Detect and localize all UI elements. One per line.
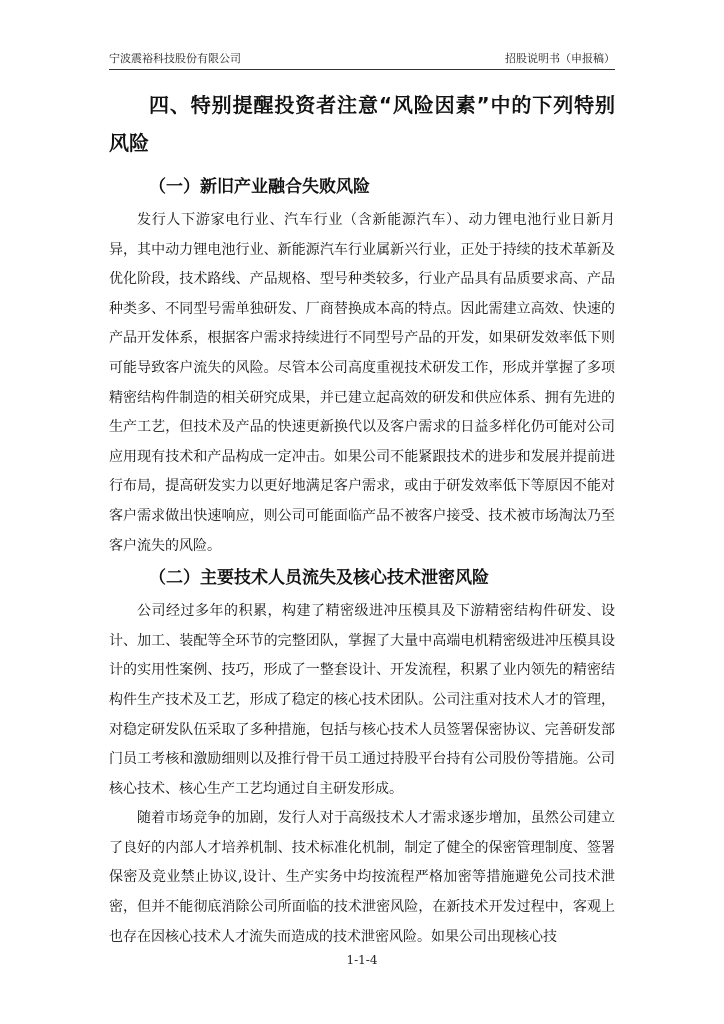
- section-title: （二）主要技术人员流失及核心技术泄密风险: [149, 568, 489, 589]
- section-title: （一）新旧产业融合失败风险: [149, 177, 370, 197]
- page-body: [109, 80, 615, 952]
- header-doc-title: 招股说明书（申报稿）: [505, 52, 615, 65]
- paragraph: 随着市场竞争的加剧，发行人对于高级技术人才需求逐步增加，虽然公司建立了良好的内部人才培养机制、技术标准化机制，制定了健全的保密管理制度、签署保密及竞业禁止协议,设计、生产实务中均按流程严格加密等措施避免公司技术泄密，但并不能彻底消除公司所面临的技术泄密风险，在新技术开发过程中，客观上也存在因核心技术人才流失而造成的技术泄密风险。如果公司出现核心技: [109, 810, 615, 945]
- header-divider: [109, 69, 615, 70]
- paragraph: 发行人下游家电行业、汽车行业（含新能源汽车）、动力锂电池行业日新月异，其中动力锂电池行业、新能源汽车行业属新兴行业，正处于持续的技术革新及优化阶段，技术路线、产品规格、型号种类较多，行业产品具有品质要求高、产品种类多、不同型号需单独研发、厂商替换成本高的特点。因此需建立高效、快速的产品开发体系，根据客户需求持续进行不同型号产品的开发，如果研发效率低下则可能导致客户流失的风险。尽管本公司高度重视技术研发工作，形成并掌握了多项精密结构件制造的相关研究成果，并已建立起高效的研发和供应体系、拥有先进的生产工艺，但技术及产品的快速更新换代以及客户需求的日益多样化仍可能对公司应用现有技术和产品构成一定冲击。如果公司不能紧跟技术的进步和发展并提前进行布局，提高研发实力以更好地满足客户需求，或由于研发效率低下等原因不能对客户需求做出快速响应，则公司可能面临产品不被客户接受、技术被市场淘汰乃至客户流失的风险。: [109, 212, 615, 554]
- page-header: [109, 50, 615, 68]
- paragraph: 公司经过多年的积累，构建了精密级进冲压模具及下游精密结构件研发、设计、加工、装配等全环节的完整团队，掌握了大量中高端电机精密级进冲压模具设计的实用性案例、技巧，形成了一整套设计、开发流程，积累了业内领先的精密结构件生产技术及工艺，形成了稳定的核心技术团队。公司注重对技术人才的管理，对稳定研发队伍采取了多种措施，包括与核心技术人员签署保密协议、完善研发部门员工考核和激励细则以及推行骨干员工通过持股平台持有公司股份等措施。公司核心技术、核心生产工艺均通过自主研发形成。: [109, 603, 615, 797]
- page-number: 1-1-4: [346, 953, 378, 967]
- chapter-title: 四、特别提醒投资者注意“风险因素”中的下列特别风险: [109, 93, 615, 155]
- header-company: 宁波震裕科技股份有限公司: [109, 52, 241, 65]
